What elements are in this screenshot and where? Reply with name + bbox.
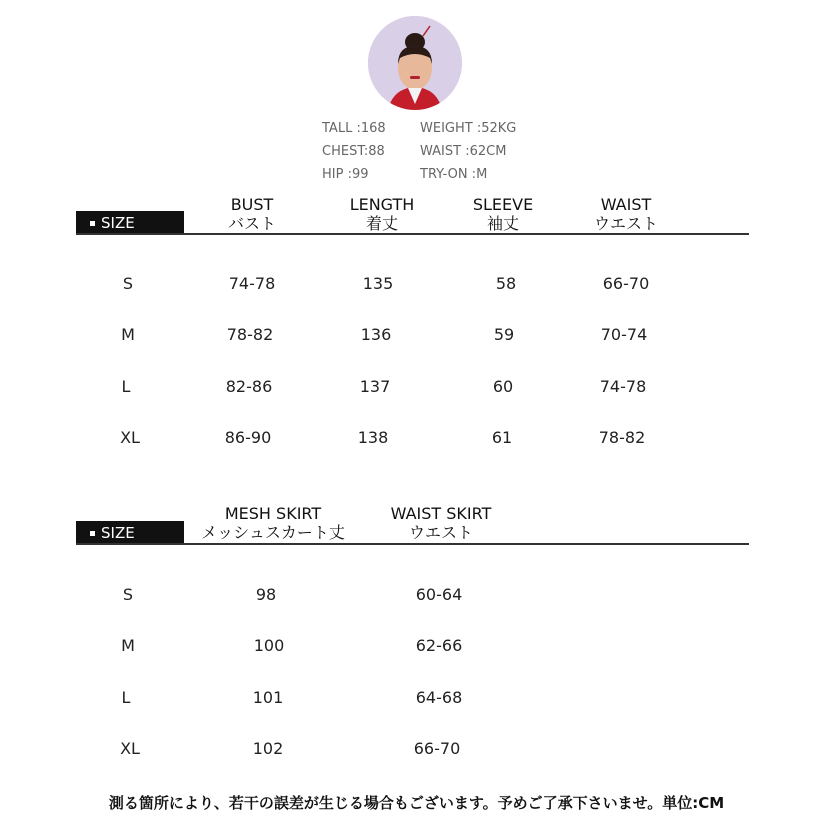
table-cell: 82-86 xyxy=(225,377,273,396)
size-label: SIZE xyxy=(101,524,135,542)
size-label: SIZE xyxy=(101,214,135,232)
model-avatar xyxy=(368,16,462,110)
header-jp: バスト xyxy=(227,214,276,233)
size-cell: L xyxy=(121,688,131,707)
header-jp: 袖丈 xyxy=(486,214,519,233)
model-tryon: TRY-ON :M xyxy=(420,167,488,182)
square-bullet-icon xyxy=(90,531,95,536)
header-en: WAIST xyxy=(600,195,652,214)
model-chest: CHEST:88 xyxy=(322,144,385,159)
table-cell: 74-78 xyxy=(228,274,276,293)
table-cell: 101 xyxy=(252,688,284,707)
size-cell: XL xyxy=(120,739,140,758)
table-cell: 61 xyxy=(491,428,513,447)
header-en: BUST xyxy=(230,195,274,214)
table-cell: 78-82 xyxy=(598,428,646,447)
table-cell: 60 xyxy=(492,377,514,396)
size-cell: M xyxy=(121,325,135,344)
model-tall: TALL :168 xyxy=(322,121,386,136)
table-cell: 100 xyxy=(253,636,285,655)
model-photo-icon xyxy=(368,16,462,110)
header-jp: 着丈 xyxy=(365,214,398,233)
table-cell: 98 xyxy=(255,585,277,604)
table-cell: 70-74 xyxy=(600,325,648,344)
size-cell: L xyxy=(121,377,131,396)
table-cell: 136 xyxy=(360,325,392,344)
table-cell: 62-66 xyxy=(415,636,463,655)
table-cell: 58 xyxy=(495,274,517,293)
table-cell: 86-90 xyxy=(224,428,272,447)
model-hip: HIP :99 xyxy=(322,167,369,182)
table-cell: 138 xyxy=(357,428,389,447)
header-en: LENGTH xyxy=(349,195,415,214)
table-cell: 66-70 xyxy=(413,739,461,758)
header-en: SLEEVE xyxy=(472,195,534,214)
table-divider xyxy=(76,233,749,235)
size-label-bar xyxy=(76,521,184,545)
table-cell: 64-68 xyxy=(415,688,463,707)
size-cell: XL xyxy=(120,428,140,447)
table-cell: 59 xyxy=(493,325,515,344)
header-jp: メッシュスカート丈 xyxy=(201,523,345,542)
table-cell: 78-82 xyxy=(226,325,274,344)
size-cell: S xyxy=(122,585,134,604)
header-en: WAIST SKIRT xyxy=(390,504,492,523)
header-en: MESH SKIRT xyxy=(224,504,322,523)
table-cell: 66-70 xyxy=(602,274,650,293)
footer-note: 測る箇所により、若干の誤差が生じる場合もございます。予めご了承下さいませ。単位:CM xyxy=(108,794,725,812)
header-waist xyxy=(576,195,676,233)
size-label-bar xyxy=(76,211,184,235)
header-length xyxy=(332,195,432,233)
header-sleeve xyxy=(453,195,553,233)
table-cell: 74-78 xyxy=(599,377,647,396)
table-cell: 60-64 xyxy=(415,585,463,604)
square-bullet-icon xyxy=(90,221,95,226)
table-cell: 102 xyxy=(252,739,284,758)
header-waist-skirt xyxy=(376,504,506,542)
table-divider xyxy=(76,543,749,545)
header-bust xyxy=(202,195,302,233)
header-jp: ウエスト xyxy=(408,523,473,542)
table-cell: 135 xyxy=(362,274,394,293)
header-jp: ウエスト xyxy=(593,214,658,233)
size-cell: S xyxy=(122,274,134,293)
table-cell: 137 xyxy=(359,377,391,396)
model-weight: WEIGHT :52KG xyxy=(420,121,517,136)
model-waist: WAIST :62CM xyxy=(420,144,507,159)
header-mesh-skirt xyxy=(188,504,358,542)
size-cell: M xyxy=(121,636,135,655)
